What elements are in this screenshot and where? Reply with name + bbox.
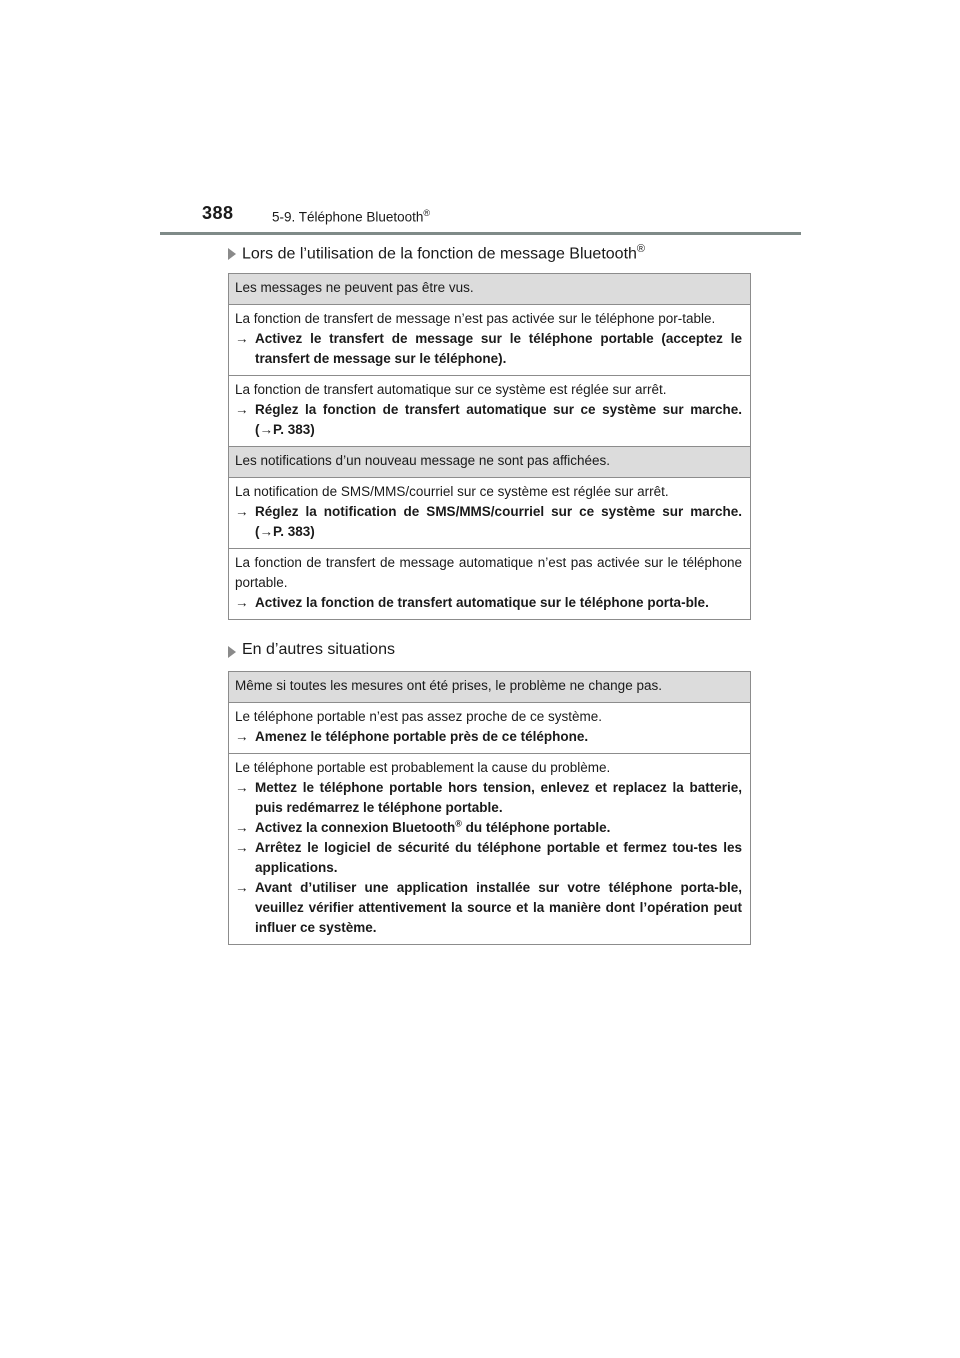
remedy-text-continued: du téléphone portable. bbox=[461, 820, 611, 835]
cause-text: La fonction de transfert de message n’est pas activée sur le téléphone por-table. bbox=[235, 311, 716, 326]
remedy-item bbox=[235, 400, 742, 440]
chapter-title bbox=[272, 208, 430, 225]
remedy-text: Arrêtez le logiciel de sécurité du téléphone portable et fermez tou-tes les applications. bbox=[255, 840, 742, 875]
cause-text: Le téléphone portable n’est pas assez proche de ce système. bbox=[235, 709, 602, 724]
case-cell bbox=[229, 478, 751, 549]
arrow-icon: → bbox=[235, 595, 249, 610]
arrow-icon: → bbox=[235, 504, 249, 519]
cause-text: La notification de SMS/MMS/courriel sur ce système est réglée sur arrêt. bbox=[235, 484, 669, 499]
registered-mark: ® bbox=[455, 818, 462, 829]
arrow-icon: → bbox=[235, 331, 249, 346]
arrow-icon: → bbox=[235, 729, 249, 744]
registered-mark: ® bbox=[636, 243, 646, 255]
table-row bbox=[229, 703, 751, 754]
remedy-item bbox=[235, 838, 742, 878]
section-heading bbox=[228, 641, 751, 665]
header-rule bbox=[160, 232, 801, 235]
section-bluetooth-message bbox=[228, 243, 751, 620]
remedy-text: Activez la connexion Bluetooth bbox=[255, 820, 456, 835]
remedy-text: Avant d’utiliser une application installée sur votre téléphone porta-ble, veuillez vérifier attentivement la source et la manière dont l’opération peut influer ce système. bbox=[255, 880, 742, 935]
remedy-text: Amenez le téléphone portable près de ce téléphone. bbox=[255, 729, 589, 744]
case-cell bbox=[229, 376, 751, 447]
arrow-icon: → bbox=[259, 524, 273, 539]
remedy-text: Mettez le téléphone portable hors tension, enlevez et replacez la batterie, puis redémarrez le téléphone portable. bbox=[255, 780, 742, 815]
section-heading bbox=[228, 243, 751, 267]
case-cell bbox=[229, 703, 751, 754]
page-number: 388 bbox=[202, 203, 234, 223]
remedy-text: Activez la fonction de transfert automatique sur le téléphone porta-ble. bbox=[255, 595, 709, 610]
remedy-item bbox=[235, 778, 742, 818]
page-reference: P. 383) bbox=[273, 524, 315, 539]
arrow-icon: → bbox=[235, 780, 249, 795]
table-row bbox=[229, 274, 751, 305]
case-cell bbox=[229, 305, 751, 376]
table-row bbox=[229, 447, 751, 478]
remedy-item bbox=[235, 878, 742, 938]
case-cell bbox=[229, 549, 751, 620]
table-row bbox=[229, 376, 751, 447]
table-row bbox=[229, 754, 751, 945]
arrow-icon: → bbox=[235, 840, 249, 855]
cause-text: Le téléphone portable est probablement la cause du problème. bbox=[235, 760, 611, 775]
arrow-icon: → bbox=[235, 820, 249, 835]
case-cell bbox=[229, 754, 751, 945]
section-other-situations bbox=[228, 641, 751, 945]
table-row bbox=[229, 672, 751, 703]
remedy-item bbox=[235, 818, 742, 838]
symptom-cell: Les notifications d’un nouveau message ne sont pas affichées. bbox=[229, 447, 751, 478]
remedy-item bbox=[235, 727, 742, 747]
registered-mark: ® bbox=[423, 208, 431, 218]
troubleshooting-table bbox=[228, 671, 751, 945]
table-row bbox=[229, 478, 751, 549]
remedy-item bbox=[235, 502, 742, 542]
section-heading-text: Lors de l’utilisation de la fonction de message Bluetooth bbox=[242, 245, 637, 263]
remedy-text: Activez le transfert de message sur le téléphone portable (acceptez le transfert de message sur le téléphone). bbox=[255, 331, 742, 366]
remedy-text: Réglez la fonction de transfert automatique sur ce système sur marche. ( bbox=[255, 402, 742, 437]
triangle-bullet-icon bbox=[228, 248, 236, 260]
section-heading-text: En d’autres situations bbox=[242, 641, 395, 658]
table-row bbox=[229, 305, 751, 376]
cause-text: La fonction de transfert de message automatique n’est pas activée sur le téléphone portable. bbox=[235, 555, 742, 590]
troubleshooting-table bbox=[228, 273, 751, 620]
cause-text: La fonction de transfert automatique sur ce système est réglée sur arrêt. bbox=[235, 382, 667, 397]
remedy-item bbox=[235, 593, 742, 613]
table-row bbox=[229, 549, 751, 620]
remedy-text: Réglez la notification de SMS/MMS/courriel sur ce système sur marche. ( bbox=[255, 504, 742, 539]
arrow-icon: → bbox=[259, 422, 273, 437]
page-reference: P. 383) bbox=[273, 422, 315, 437]
chapter-title-text: 5-9. Téléphone Bluetooth bbox=[272, 209, 424, 225]
remedy-item bbox=[235, 329, 742, 369]
arrow-icon: → bbox=[235, 880, 249, 895]
arrow-icon: → bbox=[235, 402, 249, 417]
symptom-cell: Les messages ne peuvent pas être vus. bbox=[229, 274, 751, 305]
symptom-cell: Même si toutes les mesures ont été prises, le problème ne change pas. bbox=[229, 672, 751, 703]
triangle-bullet-icon bbox=[228, 646, 236, 658]
